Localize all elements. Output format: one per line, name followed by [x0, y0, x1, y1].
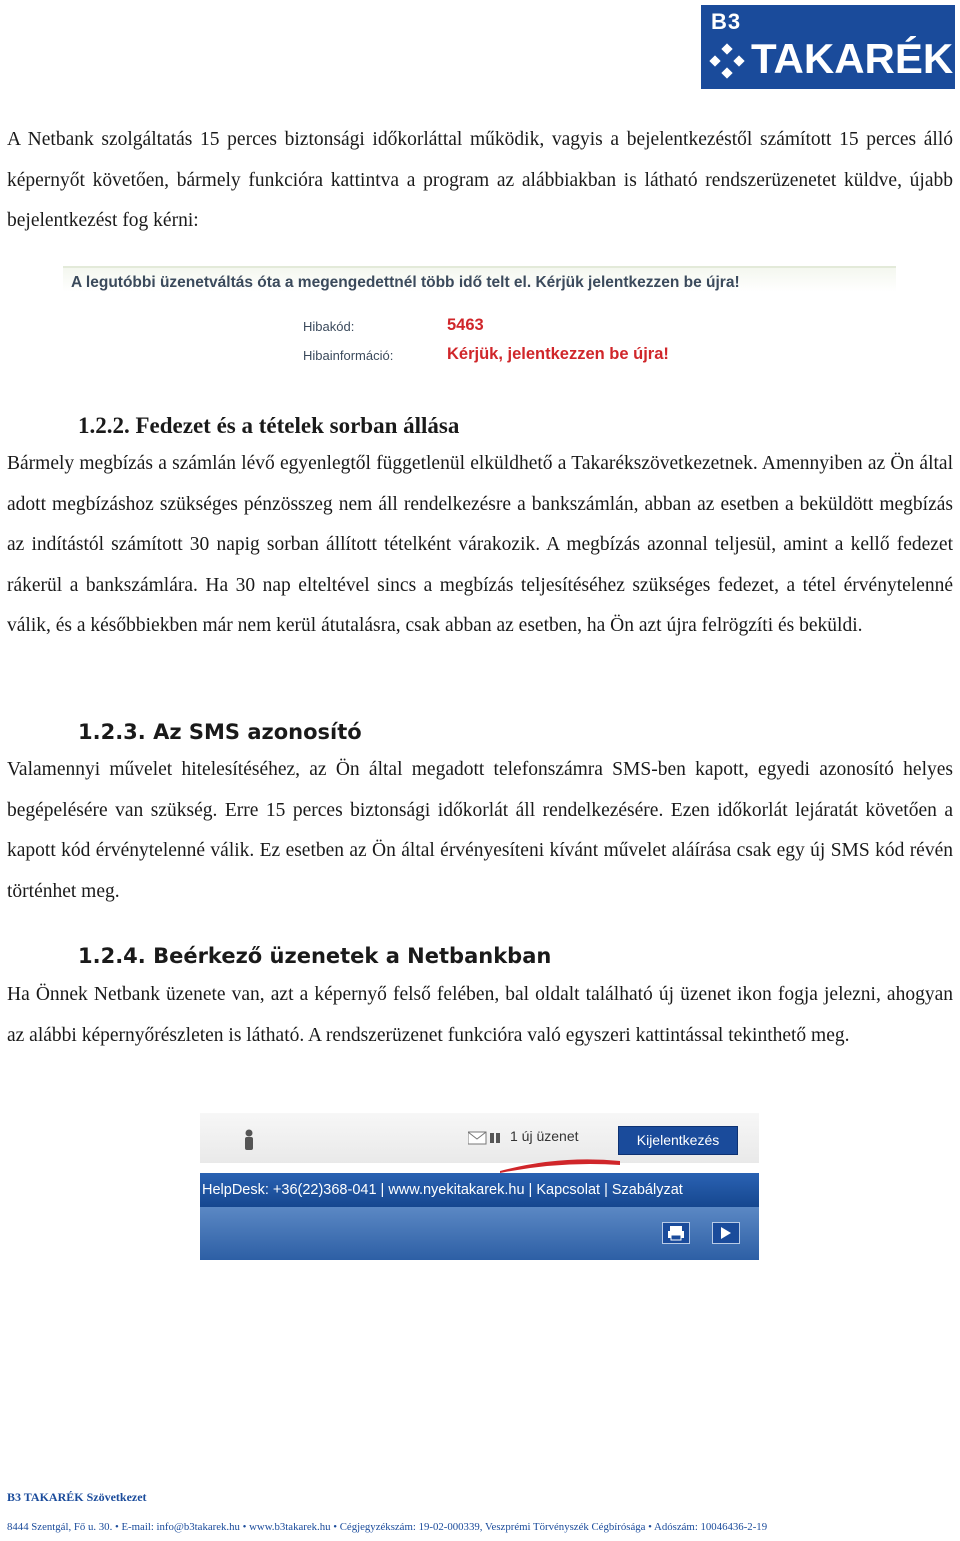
netbank-header-screenshot — [200, 1113, 759, 1260]
section-heading-messages: 1.2.4. Beérkező üzenetek a Netbankban — [78, 944, 552, 968]
netbank-toolbar — [200, 1207, 759, 1260]
b3-takarek-logo — [701, 5, 955, 89]
error-info-label: Hibainformáció: — [303, 348, 394, 363]
section-text-coverage: Bármely megbízás a számlán lévő egyenlegtől függetlenül elküldhető a Takarékszövetkezetnek. Amennyiben az Ön által adott megbízáshoz szükséges pénzösszeg nem áll rendelkezésre a bankszámlán, abban az esetben a beküldött megbízás az indítástól számított 30 napig sorban állított tételként várakozik. A megbízás azonnal teljesül, amint a kellő fedezet rákerül a bankszámlára. Ha 30 nap elteltével sincs a megbízás teljesítéséhez szükséges fedezet, a tétel érvénytelenné válik, és a későbbiekben már nem kerül átutalásra, csak abban az esetben, ha Ön azt újra felrögzíti és beküldi. — [7, 453, 953, 637]
red-swoosh-decoration — [500, 1153, 620, 1173]
footer-address-line: 8444 Szentgál, Fő u. 30. • E-mail: info@b3takarek.hu • www.b3takarek.hu • Cégjegyzékszám: 19-02-000339, Veszprémi Törvényszék Cégbírósága • Adószám: 10046436-2-19 — [7, 1521, 768, 1533]
new-message-icon[interactable] — [468, 1130, 500, 1146]
logo-mark-icon — [709, 43, 745, 79]
error-info-value: Kérjük, jelentkezzen be újra! — [447, 345, 669, 363]
section-heading-coverage: 1.2.2. Fedezet és a tételek sorban állása — [78, 413, 460, 438]
arrow-right-icon — [713, 1223, 739, 1243]
person-icon — [242, 1129, 256, 1151]
logout-button[interactable]: Kijelentkezés — [618, 1126, 738, 1155]
print-icon — [663, 1223, 689, 1243]
logo-wordmark: TAKARÉK — [751, 35, 954, 82]
session-timeout-error-screenshot — [63, 266, 896, 376]
section-heading-sms: 1.2.3. Az SMS azonosító — [78, 720, 362, 744]
footer-company-name: B3 TAKARÉK Szövetkezet — [7, 1490, 147, 1504]
next-button[interactable] — [712, 1222, 740, 1244]
section-text-sms: Valamennyi művelet hitelesítéséhez, az Ön által megadott telefonszámra SMS-ben kapott, egyedi azonosító helyes begépelésére van szükség. Erre 15 perces biztonsági időkorlát áll rendelkezésére. Ezen időkorlát lejáratát követően a kapott kód érvénytelenné válik. Ez esetben az Ön által érvényesíteni kívánt művelet aláírása csak egy új SMS kód révén történhet meg. — [7, 759, 953, 902]
error-title: A legutóbbi üzenetváltás óta a megengedettnél több idő telt el. Kérjük jelentkezzen be újra! — [71, 274, 740, 291]
error-code-value: 5463 — [447, 316, 484, 334]
print-button[interactable] — [662, 1222, 690, 1244]
section-text-messages: Ha Önnek Netbank üzenete van, azt a képernyő felső felében, bal oldalt található új üzenet ikon fogja jelezni, ahogyan az alábbi képernyőrészleten is látható. A rendszerüzenet funkcióra való egyszeri kattintással tekinthető meg. — [7, 984, 953, 1046]
new-message-link[interactable]: 1 új üzenet — [510, 1128, 579, 1144]
logo-b3-text: B3 — [711, 9, 742, 34]
error-code-label: Hibakód: — [303, 319, 355, 334]
helpdesk-bar[interactable]: HelpDesk: +36(22)368-041 | www.nyekitakarek.hu | Kapcsolat | Szabályzat — [200, 1173, 759, 1207]
intro-paragraph: A Netbank szolgáltatás 15 perces biztonsági időkorláttal működik, vagyis a bejelentkezéstől számított 15 perces álló képernyőt követően, bármely funkcióra kattintva a program az alábbiakban is látható rendszerüzenetet küldve, újabb bejelentkezést fog kérni: — [7, 129, 953, 232]
